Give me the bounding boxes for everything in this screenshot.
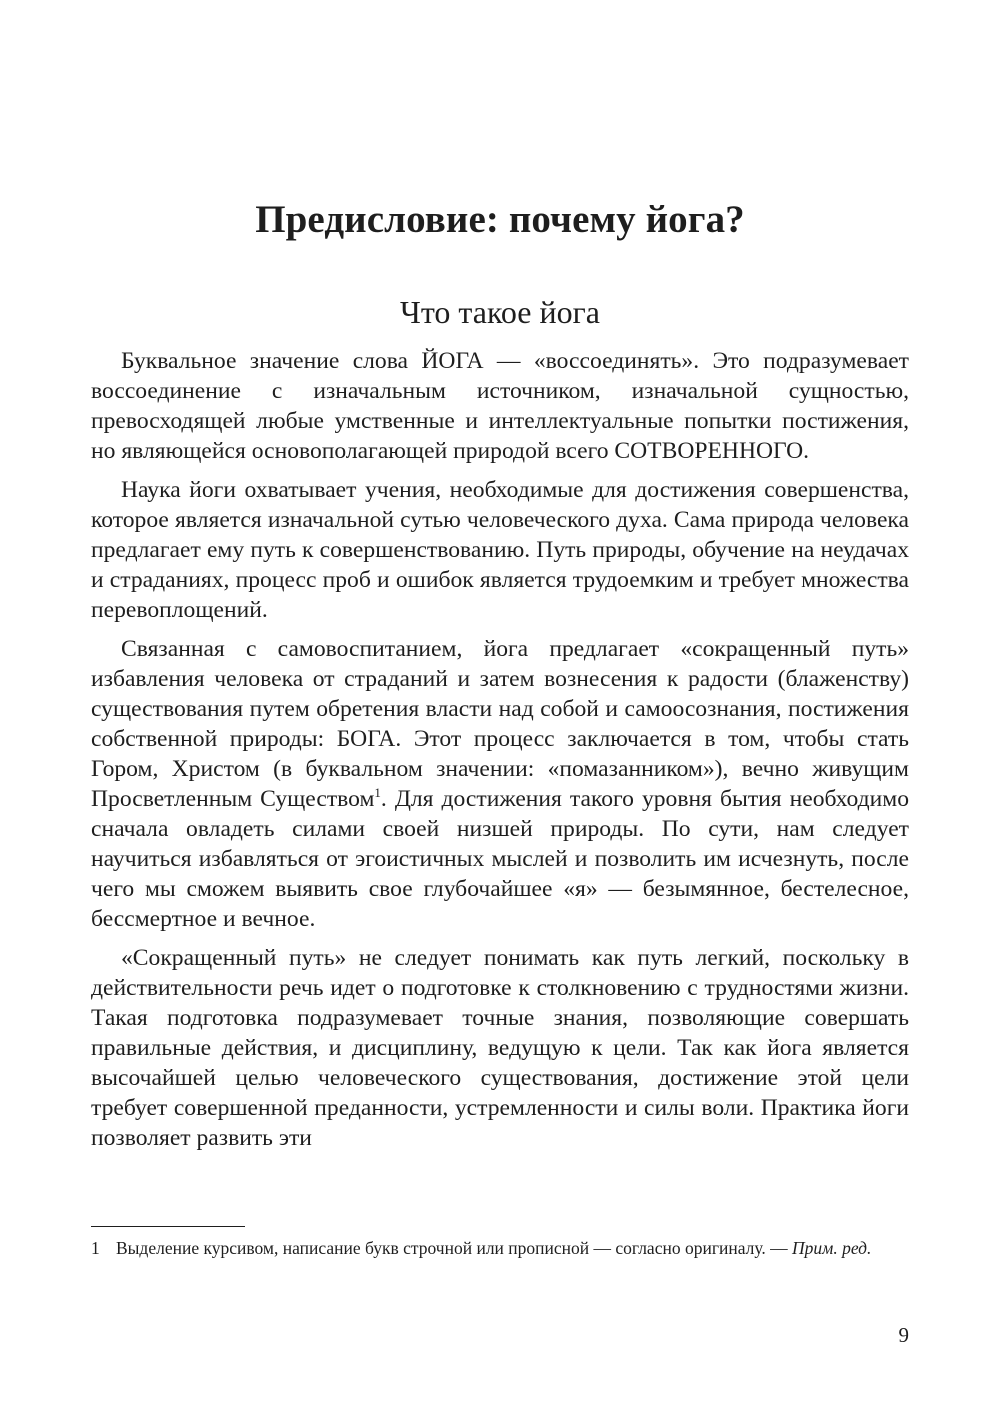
paragraph: Наука йоги охватывает учения, необходимые для достижения совершенства, которое является изначальной сутью человеческого духа. Сама природа человека предлагает ему путь к совершенствованию. Путь природы, обучение на неудачах и страданиях, процесс проб и ошибок является трудоемким и требует множества перевоплощений. [91, 477, 909, 623]
body-text [91, 346, 909, 1153]
paragraph: Буквальное значение слова ЙОГА — «воссоединять». Это подразумевает воссоединение с изначальным источником, изначальной сущностью, превосходящей любые умственные и интеллектуальные попытки постижения, но являющейся основополагающей природой всего СОТВОРЕННОГО. [91, 348, 909, 464]
footnote-editor-note: Прим. ред. [792, 1238, 872, 1258]
footnote-number: 1 [91, 1238, 100, 1258]
section-title: Что такое йога [400, 294, 600, 330]
footnote-text: Выделение курсивом, написание букв строчной или прописной — согласно оригиналу. — [116, 1238, 788, 1258]
page-number: 9 [898, 1323, 909, 1347]
chapter-title: Предисловие: почему йога? [255, 198, 745, 241]
footnote-reference[interactable]: 1 [374, 785, 381, 800]
footnote-body [116, 1236, 909, 1260]
footnote [91, 1236, 909, 1260]
paragraph: «Сокращенный путь» не следует понимать как путь легкий, поскольку в действительности речь идет о подготовке к столкновению с трудностями жизни. Такая подготовка подразумевает точные знания, позволяющие совершать правильные действия, и дисциплину, ведущую к цели. Так как йога является высочайшей целью человеческого существования, достижение этой цели требует совершенной преданности, устремленности и силы воли. Практика йоги позволяет развить эти [91, 945, 909, 1151]
paragraph [91, 634, 909, 934]
footnote-divider [91, 1226, 245, 1227]
paragraph-text: Связанная с самовоспитанием, йога предлагает «сокращенный путь» избавления человека от страданий и затем вознесения к радости (блаженству) существования путем обретения власти над собой и самоосознания, постижения собственной природы: БОГА. Этот процесс заключается в том, чтобы стать Гором, Христом (в буквальном значении: «помазанником»), вечно живущим Просветленным Существом [91, 636, 909, 812]
paragraph-text: . Для достижения такого уровня бытия необходимо сначала овладеть силами своей низшей природы. По сути, нам следует научиться избавляться от эгоистичных мыслей и позволить им исчезнуть, после чего мы сможем выявить свое глубочайшее «я» — безымянное, бестелесное, бессмертное и вечное. [91, 786, 909, 932]
